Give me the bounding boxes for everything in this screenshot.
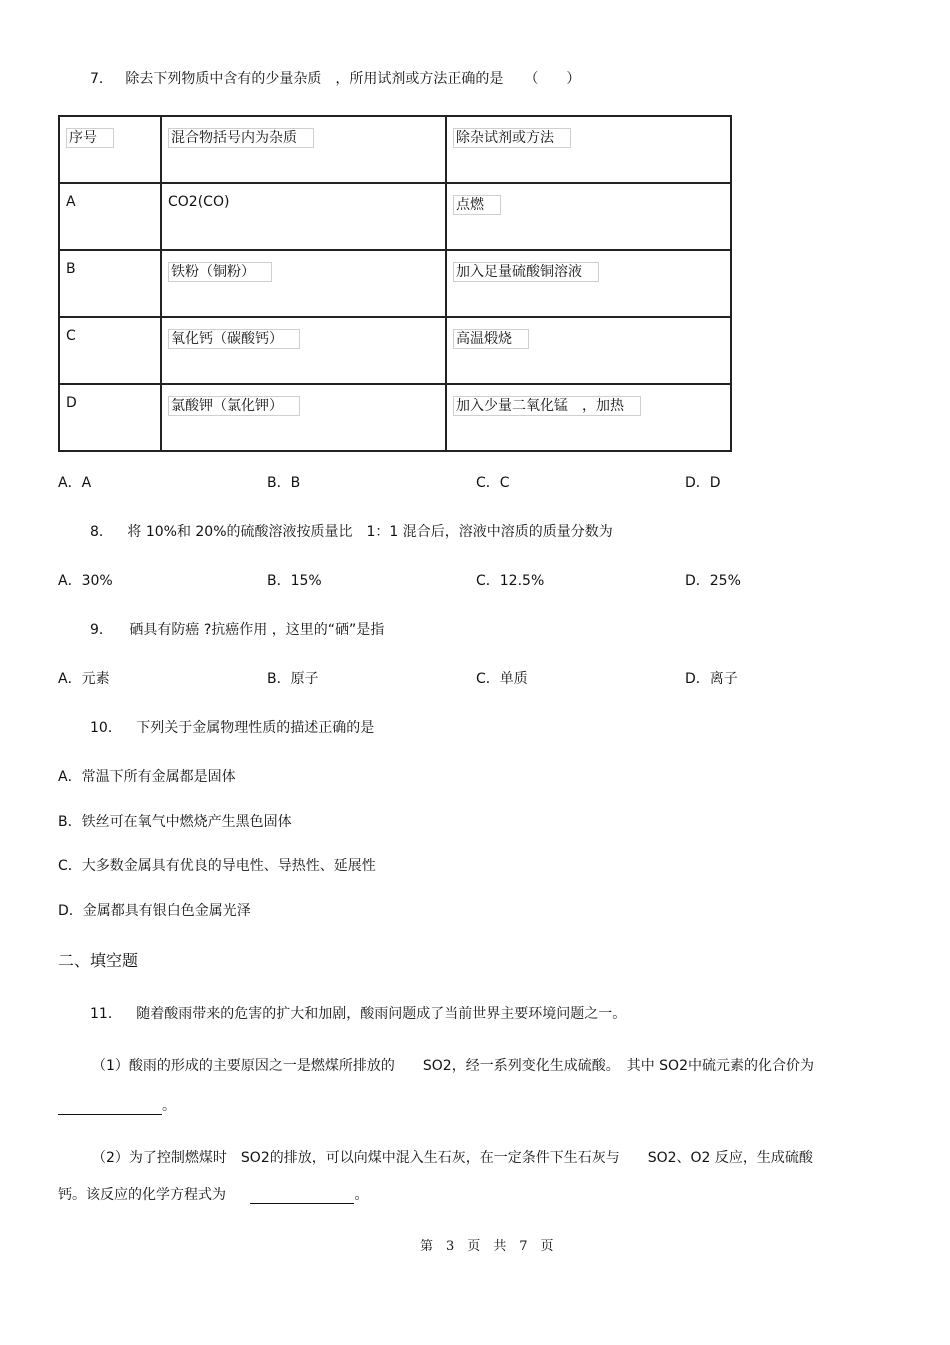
q7-option-a[interactable]: A．A	[58, 475, 92, 491]
q10-stem	[90, 717, 374, 737]
q11-stem	[90, 1003, 626, 1023]
q10-text: 下列关于金属物理性质的描述正确的是	[136, 720, 375, 736]
table-row	[59, 250, 731, 317]
q8-option-b[interactable]: B．15%	[267, 573, 322, 589]
q9-text: 硒具有防癌 ?抗癌作用 ，这里的“硒”是指	[129, 622, 385, 638]
q7-stem	[90, 68, 580, 88]
table-header-cell: 除杂试剂或方法	[446, 116, 731, 183]
q7-table	[58, 115, 732, 452]
answer-blank[interactable]	[250, 1189, 354, 1204]
q11-number: 11．	[90, 1006, 122, 1022]
q10-option-a[interactable]: A．常温下所有金属都是固体	[58, 769, 236, 785]
table-cell: 铁粉（铜粉）	[161, 250, 446, 317]
q7-number: 7．	[90, 71, 113, 87]
q9-number: 9．	[90, 622, 113, 638]
table-cell: 加入少量二氧化锰 ，加热	[446, 384, 731, 451]
table-cell: C	[59, 317, 161, 384]
q11-part1-line2: 。	[58, 1095, 176, 1115]
table-cell: CO2(CO)	[161, 183, 446, 250]
answer-blank[interactable]	[58, 1100, 162, 1115]
q10-number: 10．	[90, 720, 122, 736]
q8-option-c[interactable]: C．12.5%	[476, 573, 545, 589]
q11-part2-line1: （2）为了控制燃煤时 SO2的排放，可以向煤中混入生石灰，在一定条件下生石灰与 SO2、O2 反应，生成硫酸	[92, 1150, 813, 1166]
table-cell: 高温煅烧	[446, 317, 731, 384]
q11-text: 随着酸雨带来的危害的扩大和加剧，酸雨问题成了当前世界主要环境问题之一。	[136, 1006, 627, 1022]
q9-option-c[interactable]: C．单质	[476, 671, 528, 687]
table-row	[59, 384, 731, 451]
q8-option-a[interactable]: A．30%	[58, 573, 113, 589]
q7-option-d[interactable]: D．D	[685, 475, 721, 491]
table-header-row	[59, 116, 731, 183]
page-number: 第 3 页 共 7 页	[420, 1239, 554, 1254]
q9-option-b[interactable]: B．原子	[267, 671, 319, 687]
q9-option-a[interactable]: A．元素	[58, 671, 110, 687]
q10-option-b[interactable]: B．铁丝可在氧气中燃烧产生黑色固体	[58, 814, 292, 830]
q9-stem	[90, 619, 384, 639]
table-cell: B	[59, 250, 161, 317]
q8-number: 8．	[90, 524, 113, 540]
table-header-cell: 混合物括号内为杂质	[161, 116, 446, 183]
q8-text: 将 10%和 20%的硫酸溶液按质量比 1：1 混合后，溶液中溶质的质量分数为	[127, 524, 613, 540]
q11-part1-line1: （1）酸雨的形成的主要原因之一是燃煤所排放的 SO2，经一系列变化生成硫酸。 其中 SO2中硫元素的化合价为	[92, 1058, 814, 1074]
q7-option-b[interactable]: B．B	[267, 475, 301, 491]
table-cell: A	[59, 183, 161, 250]
q10-option-c[interactable]: C．大多数金属具有优良的导电性、导热性、延展性	[58, 858, 376, 874]
q10-option-d[interactable]: D．金属都具有银白色金属光泽	[58, 903, 251, 919]
section-title: 二、填空题	[58, 951, 139, 970]
table-cell: 氯酸钾（氯化钾）	[161, 384, 446, 451]
table-header-cell: 序号	[59, 116, 161, 183]
q8-option-d[interactable]: D．25%	[685, 573, 741, 589]
q11-part2-line2: 钙。该反应的化学方程式为 。	[58, 1187, 369, 1203]
table-row	[59, 183, 731, 250]
table-row	[59, 317, 731, 384]
q9-option-d[interactable]: D．离子	[685, 671, 738, 687]
q7-text: 除去下列物质中含有的少量杂质 ，所用试剂或方法正确的是 （ ）	[125, 71, 581, 87]
table-cell: 氧化钙（碳酸钙）	[161, 317, 446, 384]
table-cell: D	[59, 384, 161, 451]
q8-stem	[90, 521, 613, 541]
table-cell: 点燃	[446, 183, 731, 250]
table-cell: 加入足量硫酸铜溶液	[446, 250, 731, 317]
q7-option-c[interactable]: C．C	[476, 475, 510, 491]
